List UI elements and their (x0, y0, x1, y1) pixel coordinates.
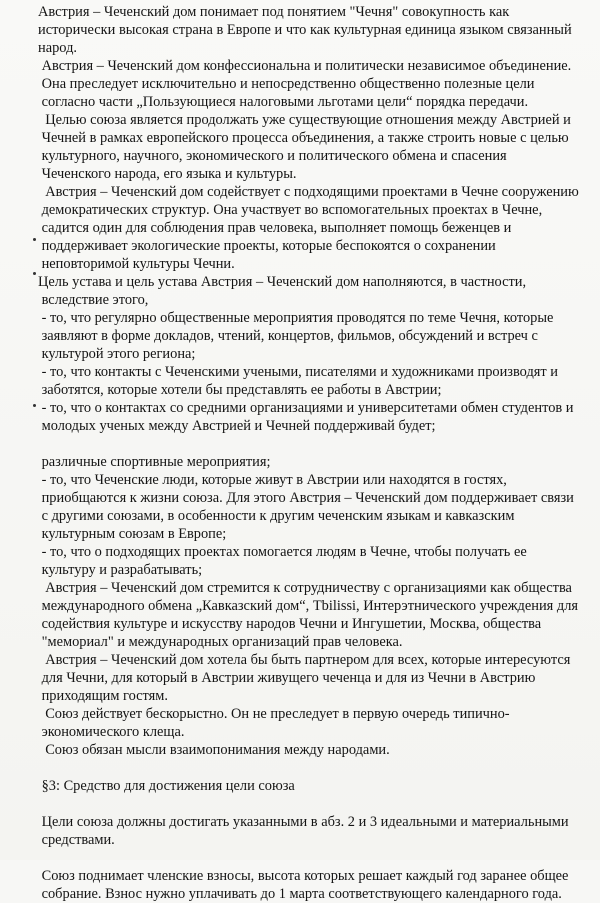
binder-mark (33, 238, 36, 241)
paragraph (38, 867, 584, 903)
text-line: согласно части „Пользующиеся налоговыми льготами цели“ порядка передачи. (38, 94, 529, 110)
text-line: Австрия – Чеченский дом понимает под понятием "Чечня" совокупность как (38, 4, 510, 20)
text-line: культуру и разрабатывать; (38, 562, 203, 578)
text-line: Союз обязан мысли взаимопонимания между народами. (38, 742, 390, 758)
text-line: демократических структур. Она участвует во вспомогательных проектах в Чечне, (38, 202, 543, 218)
text-line: Австрия – Чеченский дом стремится к сотрудничеству с организациями как общества (38, 580, 572, 596)
text-line: неповторимой культуры Чечни. (38, 256, 235, 272)
paragraph (38, 3, 584, 57)
text-line: поддерживает экологические проекты, которые беспокоятся о сохранении (38, 238, 496, 254)
text-line: заботятся, которые хотели бы представлять ее работы в Австрии; (38, 382, 442, 398)
paragraph (38, 309, 584, 363)
text-line: - то, что о подходящих проектах помогается людям в Чечне, чтобы получать ее (38, 544, 527, 560)
binder-mark (33, 272, 36, 275)
blank-line (38, 849, 584, 867)
text-line: - то, что о контактах со средними организациями и университетами обмен студентов и (38, 400, 574, 416)
text-line: Чечней в рамках европейского процесса объединения, а также строить новые с целью (38, 130, 569, 146)
text-line: садится один для соблюдения прав человека, выполняет помощь беженцев и (38, 220, 512, 236)
text-line: экономического клеща. (38, 724, 185, 740)
text-line: средствами. (38, 832, 115, 848)
text-line: исторически высокая страна в Европе и что как культурная единица языком связанный (38, 22, 572, 38)
text-line: - то, что Чеченские люди, которые живут в Австрии или находятся в гостях, (38, 472, 507, 488)
text-line: Целью союза является продолжать уже существующие отношения между Австрией и (38, 112, 571, 128)
blank-line (38, 759, 584, 777)
text-line: Австрия – Чеченский дом хотела бы быть партнером для всех, которые интересуются (38, 652, 571, 668)
text-line: содействия культуре и искусству народов Чечни и Ингушетии, Москва, общества (38, 616, 542, 632)
text-line: Австрия – Чеченский дом содействует с подходящими проектами в Чечне сооружению (38, 184, 579, 200)
text-line: Она преследует исключительно и непосредственно общественно полезные цели (38, 76, 535, 92)
paragraph (38, 471, 584, 543)
text-line: народ. (38, 40, 77, 56)
text-line: Чеченского народа, его языка и культуры. (38, 166, 297, 182)
text-line: культурного, научного, экономического и политического обмена и спасения (38, 148, 507, 164)
text-line: Цели союза должны достигать указанными в абз. 2 и 3 идеальными и материальными (38, 814, 569, 830)
text-line: культурой этого региона; (38, 346, 196, 362)
text-line: с другими союзами, в особенности к другим чеченским языкам и кавказским (38, 508, 515, 524)
text-line: собрание. Взнос нужно уплачивать до 1 марта соответствующего календарного года. (38, 886, 562, 902)
blank-line (38, 435, 584, 453)
text-line: Союз действует бескорыстно. Он не преследует в первую очередь типично- (38, 706, 510, 722)
text-line: различные спортивные мероприятия; (38, 454, 271, 470)
text-line: Австрия – Чеченский дом конфессиональна и политически независимое объединение. (38, 58, 572, 74)
text-line: приобщаются к жизни союза. Для этого Австрия – Чеченский дом поддерживает связи (38, 490, 574, 506)
paragraph (38, 399, 584, 435)
text-line: международного обмена „Кавказский дом“, Tbilissi, Интерэтнического учреждения для (38, 598, 578, 614)
text-line: для Чечни, для который в Австрии живущего чеченца и для из Чечни в Австрию (38, 670, 536, 686)
paragraph (38, 543, 584, 579)
text-line: заявляют в форме докладов, чтений, концертов, фильмов, обсуждений и встреч с (38, 328, 538, 344)
text-line: вследствие этого, (38, 292, 149, 308)
paragraph (38, 579, 584, 651)
text-line: молодых ученых между Австрией и Чечней поддерживай будет; (38, 418, 436, 434)
binder-mark (33, 404, 36, 407)
paragraph (38, 651, 584, 705)
blank-line (38, 795, 584, 813)
paragraph (38, 741, 584, 759)
paragraph (38, 363, 584, 399)
text-line: Союз поднимает членские взносы, высота которых решает каждый год заранее общее (38, 868, 569, 884)
paragraph (38, 453, 584, 471)
text-line: "мемориал" и международных организаций прав человека. (38, 634, 403, 650)
paragraph (38, 705, 584, 741)
text-line: - то, что регулярно общественные мероприятия проводятся по теме Чечня, которые (38, 310, 554, 326)
text-line: - то, что контакты с Чеченскими учеными, писателями и художниками производят и (38, 364, 558, 380)
text-line: приходящим гостям. (38, 688, 168, 704)
paragraph (38, 273, 584, 309)
paragraph (38, 57, 584, 111)
document-body (38, 3, 584, 903)
text-line: Цель устава и цель устава Австрия – Чеченский дом наполняются, в частности, (38, 274, 527, 290)
paragraph (38, 813, 584, 849)
text-line: §3: Средство для достижения цели союза (38, 778, 295, 794)
paragraph (38, 111, 584, 183)
paragraph (38, 183, 584, 273)
text-line: культурным союзам в Европе; (38, 526, 227, 542)
paragraph (38, 777, 584, 795)
